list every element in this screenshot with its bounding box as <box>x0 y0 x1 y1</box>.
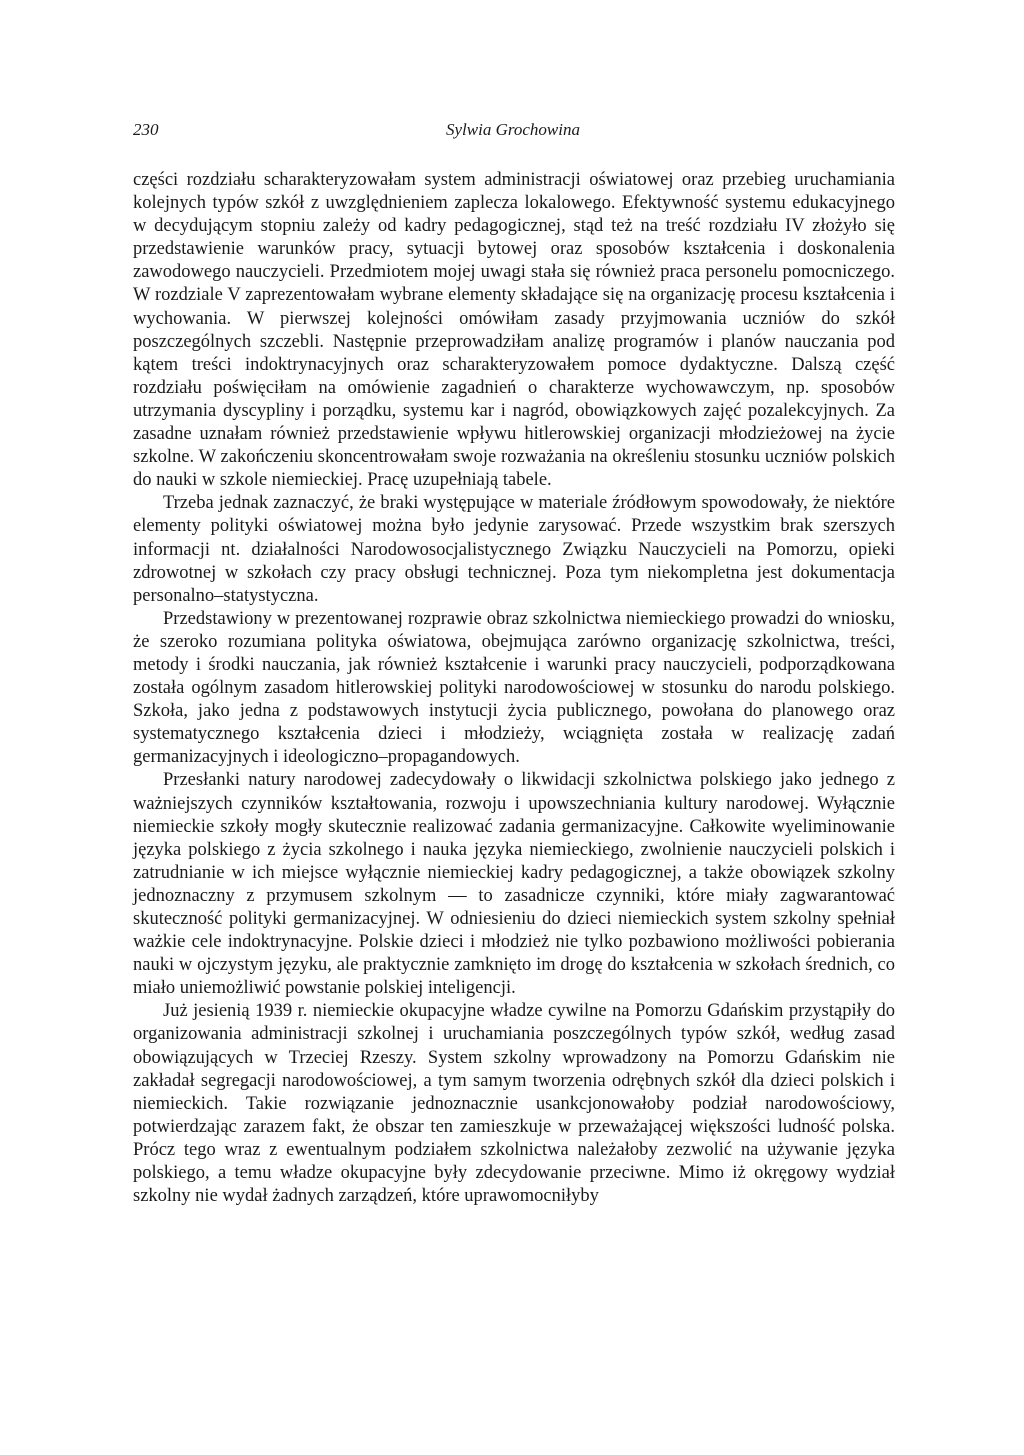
paragraph: Przedstawiony w prezentowanej rozprawie obraz szkolnictwa niemieckiego prowadzi do wniosku, że szeroko rozumiana polityka oświatowa, obejmująca zarówno organizację szkolnictwa, treści, metody i środki nauczania, jak również kształcenie i warunki pracy nauczycieli, podporządkowana została ogólnym zasadom hitlerowskiej polityki narodowościowej w stosunku do narodu polskiego. Szkoła, jako jedna z podstawowych instytucji życia publicznego, powołana do planowego oraz systematycznego kształcenia dzieci i młodzieży, wciągnięta została w realizację zadań germanizacyjnych i ideologiczno–propagandowych. <box>133 608 895 768</box>
running-head <box>133 120 893 144</box>
page-number: 230 <box>133 120 159 139</box>
paragraph: Trzeba jednak zaznaczyć, że braki występujące w materiale źródłowym spowodowały, że niektóre elementy polityki oświatowej można było jedynie zarysować. Przede wszystkim brak szerszych informacji nt. działalności Narodowosocjalistycznego Związku Nauczycieli na Pomorzu, opieki zdrowotnej w szkołach czy pracy obsługi technicznej. Poza tym niekompletna jest dokumentacja personalno–statystyczna. <box>133 493 895 606</box>
paragraph: Już jesienią 1939 r. niemieckie okupacyjne władze cywilne na Pomorzu Gdańskim przystąpiły do organizowania administracji szkolnej i uruchamiania poszczególnych typów szkół, według zasad obowiązujących w Trzeciej Rzeszy. System szkolny wprowadzony na Pomorzu Gdańskim nie zakładał segregacji narodowościowej, a tym samym tworzenia odrębnych szkół dla dzieci polskich i niemieckich. Takie rozwiązanie jednoznacznie usankcjonowałoby podział narodowościowy, potwierdzając zarazem fakt, że obszar ten zamieszkuje w przeważającej większości ludność polska. Prócz tego wraz z ewentualnym podziałem szkolnictwa należałoby zezwolić na używanie języka polskiego, a temu władze okupacyjne były zdecydowanie przeciwne. Mimo iż okręgowy wydział szkolny nie wydał żadnych zarządzeń, które uprawomocniłyby <box>133 1001 895 1207</box>
running-title: Sylwia Grochowina <box>446 120 580 139</box>
paragraph: części rozdziału scharakteryzowałam system administracji oświatowej oraz przebieg uruchamiania kolejnych typów szkół z uwzględnieniem zaplecza lokalowego. Efektywność systemu edukacyjnego w decydującym stopniu zależy od kadry pedagogicznej, stąd też na treść rozdziału IV złożyło się przedstawienie warunków pracy, sytuacji bytowej oraz sposobów kształcenia i doskonalenia zawodowego nauczycieli. Przedmiotem mojej uwagi stała się również praca personelu pomocniczego. W rozdziale V zaprezentowałam wybrane elementy składające się na organizację procesu kształcenia i wychowania. W pierwszej kolejności omówiłam zasady przyjmowania uczniów do szkół poszczególnych szczebli. Następnie przeprowadziłam analizę programów i planów nauczania pod kątem treści indoktrynacyjnych oraz scharakteryzowałem pomoce dydaktyczne. Dalszą część rozdziału poświęciłam na omówienie zagadnień o charakterze wychowawczym, np. sposobów utrzymania dyscypliny i porządku, systemu kar i nagród, obowiązkowych zajęć pozalekcyjnych. Za zasadne uznałam również przedstawienie wpływu hitlerowskiej organizacji młodzieżowej na życie szkolne. W zakończeniu skoncentrowałam swoje rozważania na określeniu stosunku uczniów polskich do nauki w szkole niemieckiej. Pracę uzupełniają tabele. <box>133 170 895 491</box>
body-text <box>133 169 895 1208</box>
paragraph: Przesłanki natury narodowej zadecydowały o likwidacji szkolnictwa polskiego jako jednego z ważniejszych czynników kształtowania, rozwoju i upowszechniania kultury narodowej. Wyłącznie niemieckie szkoły mogły skutecznie realizować zadania germanizacyjne. Całkowite wyeliminowanie języka polskiego z życia szkolnego i nauka języka niemieckiego, zwolnienie nauczycieli polskich i zatrudnianie w ich miejsce wyłącznie niemieckiej kadry pedagogicznej, a także obowiązek szkolny jednoznaczny z przymusem szkolnym — to zasadnicze czynniki, które miały zagwarantować skuteczność polityki germanizacyjnej. W odniesieniu do dzieci niemieckich system szkolny spełniał ważkie cele indoktrynacyjne. Polskie dzieci i młodzież nie tylko pozbawiono możliwości pobierania nauki w ojczystym języku, ale praktycznie zamknięto im drogę do kształcenia w szkołach średnich, co miało uniemożliwić powstanie polskiej inteligencji. <box>133 770 895 999</box>
